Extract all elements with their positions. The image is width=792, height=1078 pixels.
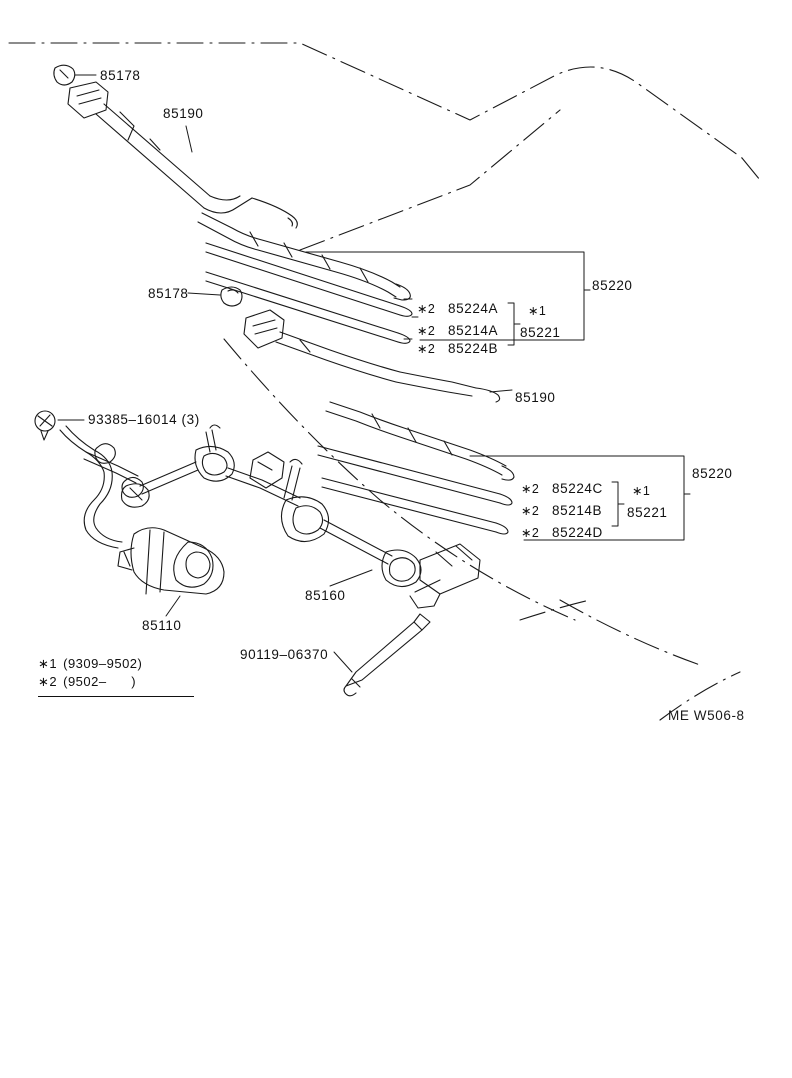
clip-85178-lower [221,287,242,306]
callout-85190-upper: 85190 [163,106,204,121]
callout-85190-lower: 85190 [515,390,556,405]
callout-85224c: 85224C [552,481,603,496]
star-mark-2-85214a: ∗2 [417,324,436,338]
bolt-90119 [344,614,430,696]
screw-93385 [35,411,55,440]
star-mark-2-85214b: ∗2 [521,504,540,518]
clip-85178-upper [54,65,75,85]
wiper-link-assembly [122,425,481,608]
wiper-blade-lower-assembly [318,402,514,534]
wiper-motor [118,528,224,594]
wiper-blade-upper-assembly [198,213,412,343]
legend-range-2: (9502– ) [63,673,137,689]
callout-85220-lower: 85220 [692,466,733,481]
callout-85224d: 85224D [552,525,603,540]
wiper-wiring-harness [60,426,143,548]
callout-85224b: 85224B [448,341,499,356]
sheet-code: ME W506-8 [668,708,745,723]
legend-row-1 [38,655,194,673]
star-mark-2-85224b: ∗2 [417,342,436,356]
star-mark-2-85224c: ∗2 [521,482,540,496]
callout-85224a: 85224A [448,301,499,316]
callout-85214b: 85214B [552,503,603,518]
callout-85221-upper: 85221 [520,325,561,340]
legend-mark-2: ∗2 [38,673,58,689]
callout-90119-06370: 90119–06370 [240,647,329,662]
wiper-arm-upper [68,82,297,228]
star-mark-2-85224d: ∗2 [521,526,540,540]
callout-85221-lower: 85221 [627,505,668,520]
callout-85178-upper: 85178 [100,68,141,83]
legend [38,655,194,690]
legend-row-2 [38,673,194,691]
callout-85110: 85110 [142,618,182,633]
legend-mark-1: ∗1 [38,656,58,671]
star-mark-2-85224a: ∗2 [417,302,436,316]
star-mark-1-upper: ∗1 [528,304,547,318]
legend-divider [38,696,194,697]
cowl-outline [224,339,740,720]
callout-93385-16014: 93385–16014 (3) [88,412,200,427]
callout-85220-upper: 85220 [592,278,633,293]
callout-85178-lower: 85178 [148,286,189,301]
leader-lines [58,75,690,672]
star-mark-1-lower: ∗1 [632,484,651,498]
legend-range-1: (9309–9502) [63,656,143,671]
callout-85214a: 85214A [448,323,499,338]
callout-85160: 85160 [305,588,346,603]
